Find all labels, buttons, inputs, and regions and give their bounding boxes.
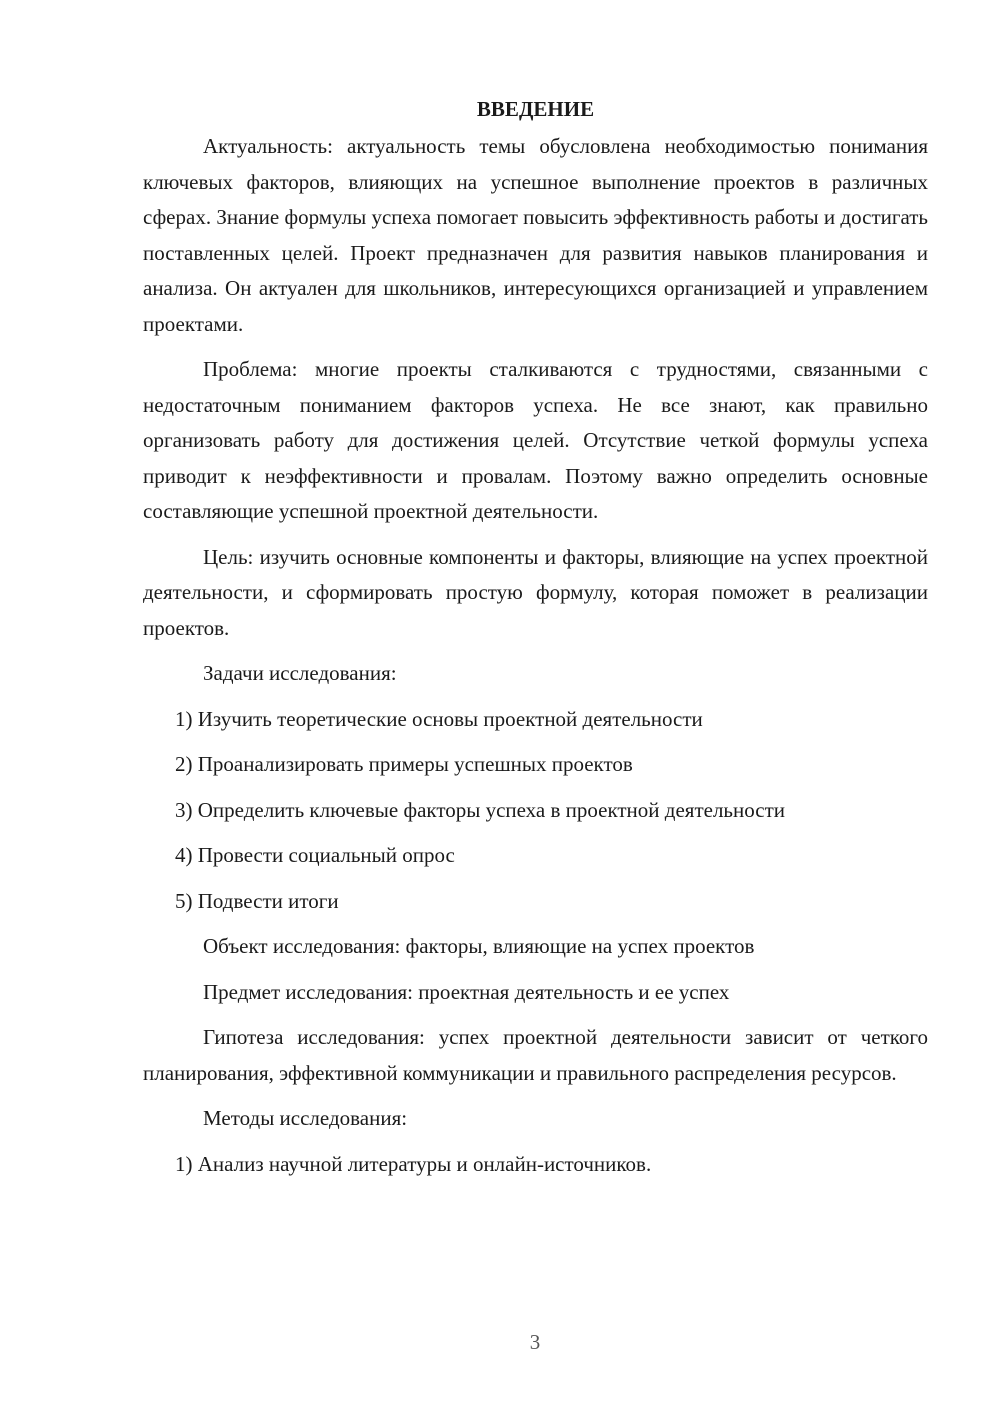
tasks-heading: Задачи исследования: [203,661,397,685]
methods-heading: Методы исследования: [203,1106,408,1130]
list-item: 2) Проанализировать примеры успешных проектов [175,752,633,776]
tasks-list [143,702,928,920]
list-item: 1) Анализ научной литературы и онлайн-источников. [175,1151,652,1176]
subject-line: Предмет исследования: проектная деятельность и ее успех [203,979,730,1004]
list-item: 4) Провести социальный опрос [175,843,455,867]
methods-list [143,1147,928,1183]
section-title: ВВЕДЕНИЕ [476,97,595,121]
list-item: 3) Определить ключевые факторы успеха в проектной деятельности [175,797,786,822]
list-item: 1) Изучить теоретические основы проектной деятельности [175,706,703,731]
page-number: 3 [529,1330,541,1354]
goal-paragraph: Цель: изучить основные компоненты и факторы, влияющие на успех проектной деятельности, и сформировать простую формулу, которая поможет в реализации проектов. [143,544,928,640]
list-item: 5) Подвести итоги [175,888,339,913]
document-page [143,92,928,1192]
problem-paragraph: Проблема: многие проекты сталкиваются с трудностями, связанными с недостаточным пониманием факторов успеха. Не все знают, как правильно организовать работу для достижения целей. Отсутствие четкой формулы успеха приводит к неэффективности и провалам. Поэтому важно определить основные составляющие успешной проектной деятельности. [143,357,928,523]
relevance-paragraph: Актуальность: актуальность темы обусловлена необходимостью понимания ключевых факторов, влияющих на успешное выполнение проектов в различных сферах. Знание формулы успеха помогает повысить эффективность работы и достигать поставленных целей. Проект предназначен для развития навыков планирования и анализа. Он актуален для школьников, интересующихся организацией и управлением проектами. [143,134,928,336]
object-line: Объект исследования: факторы, влияющие на успех проектов [203,934,755,958]
hypothesis-paragraph: Гипотеза исследования: успех проектной деятельности зависит от четкого планирования, эффективной коммуникации и правильного распределения ресурсов. [143,1025,928,1085]
